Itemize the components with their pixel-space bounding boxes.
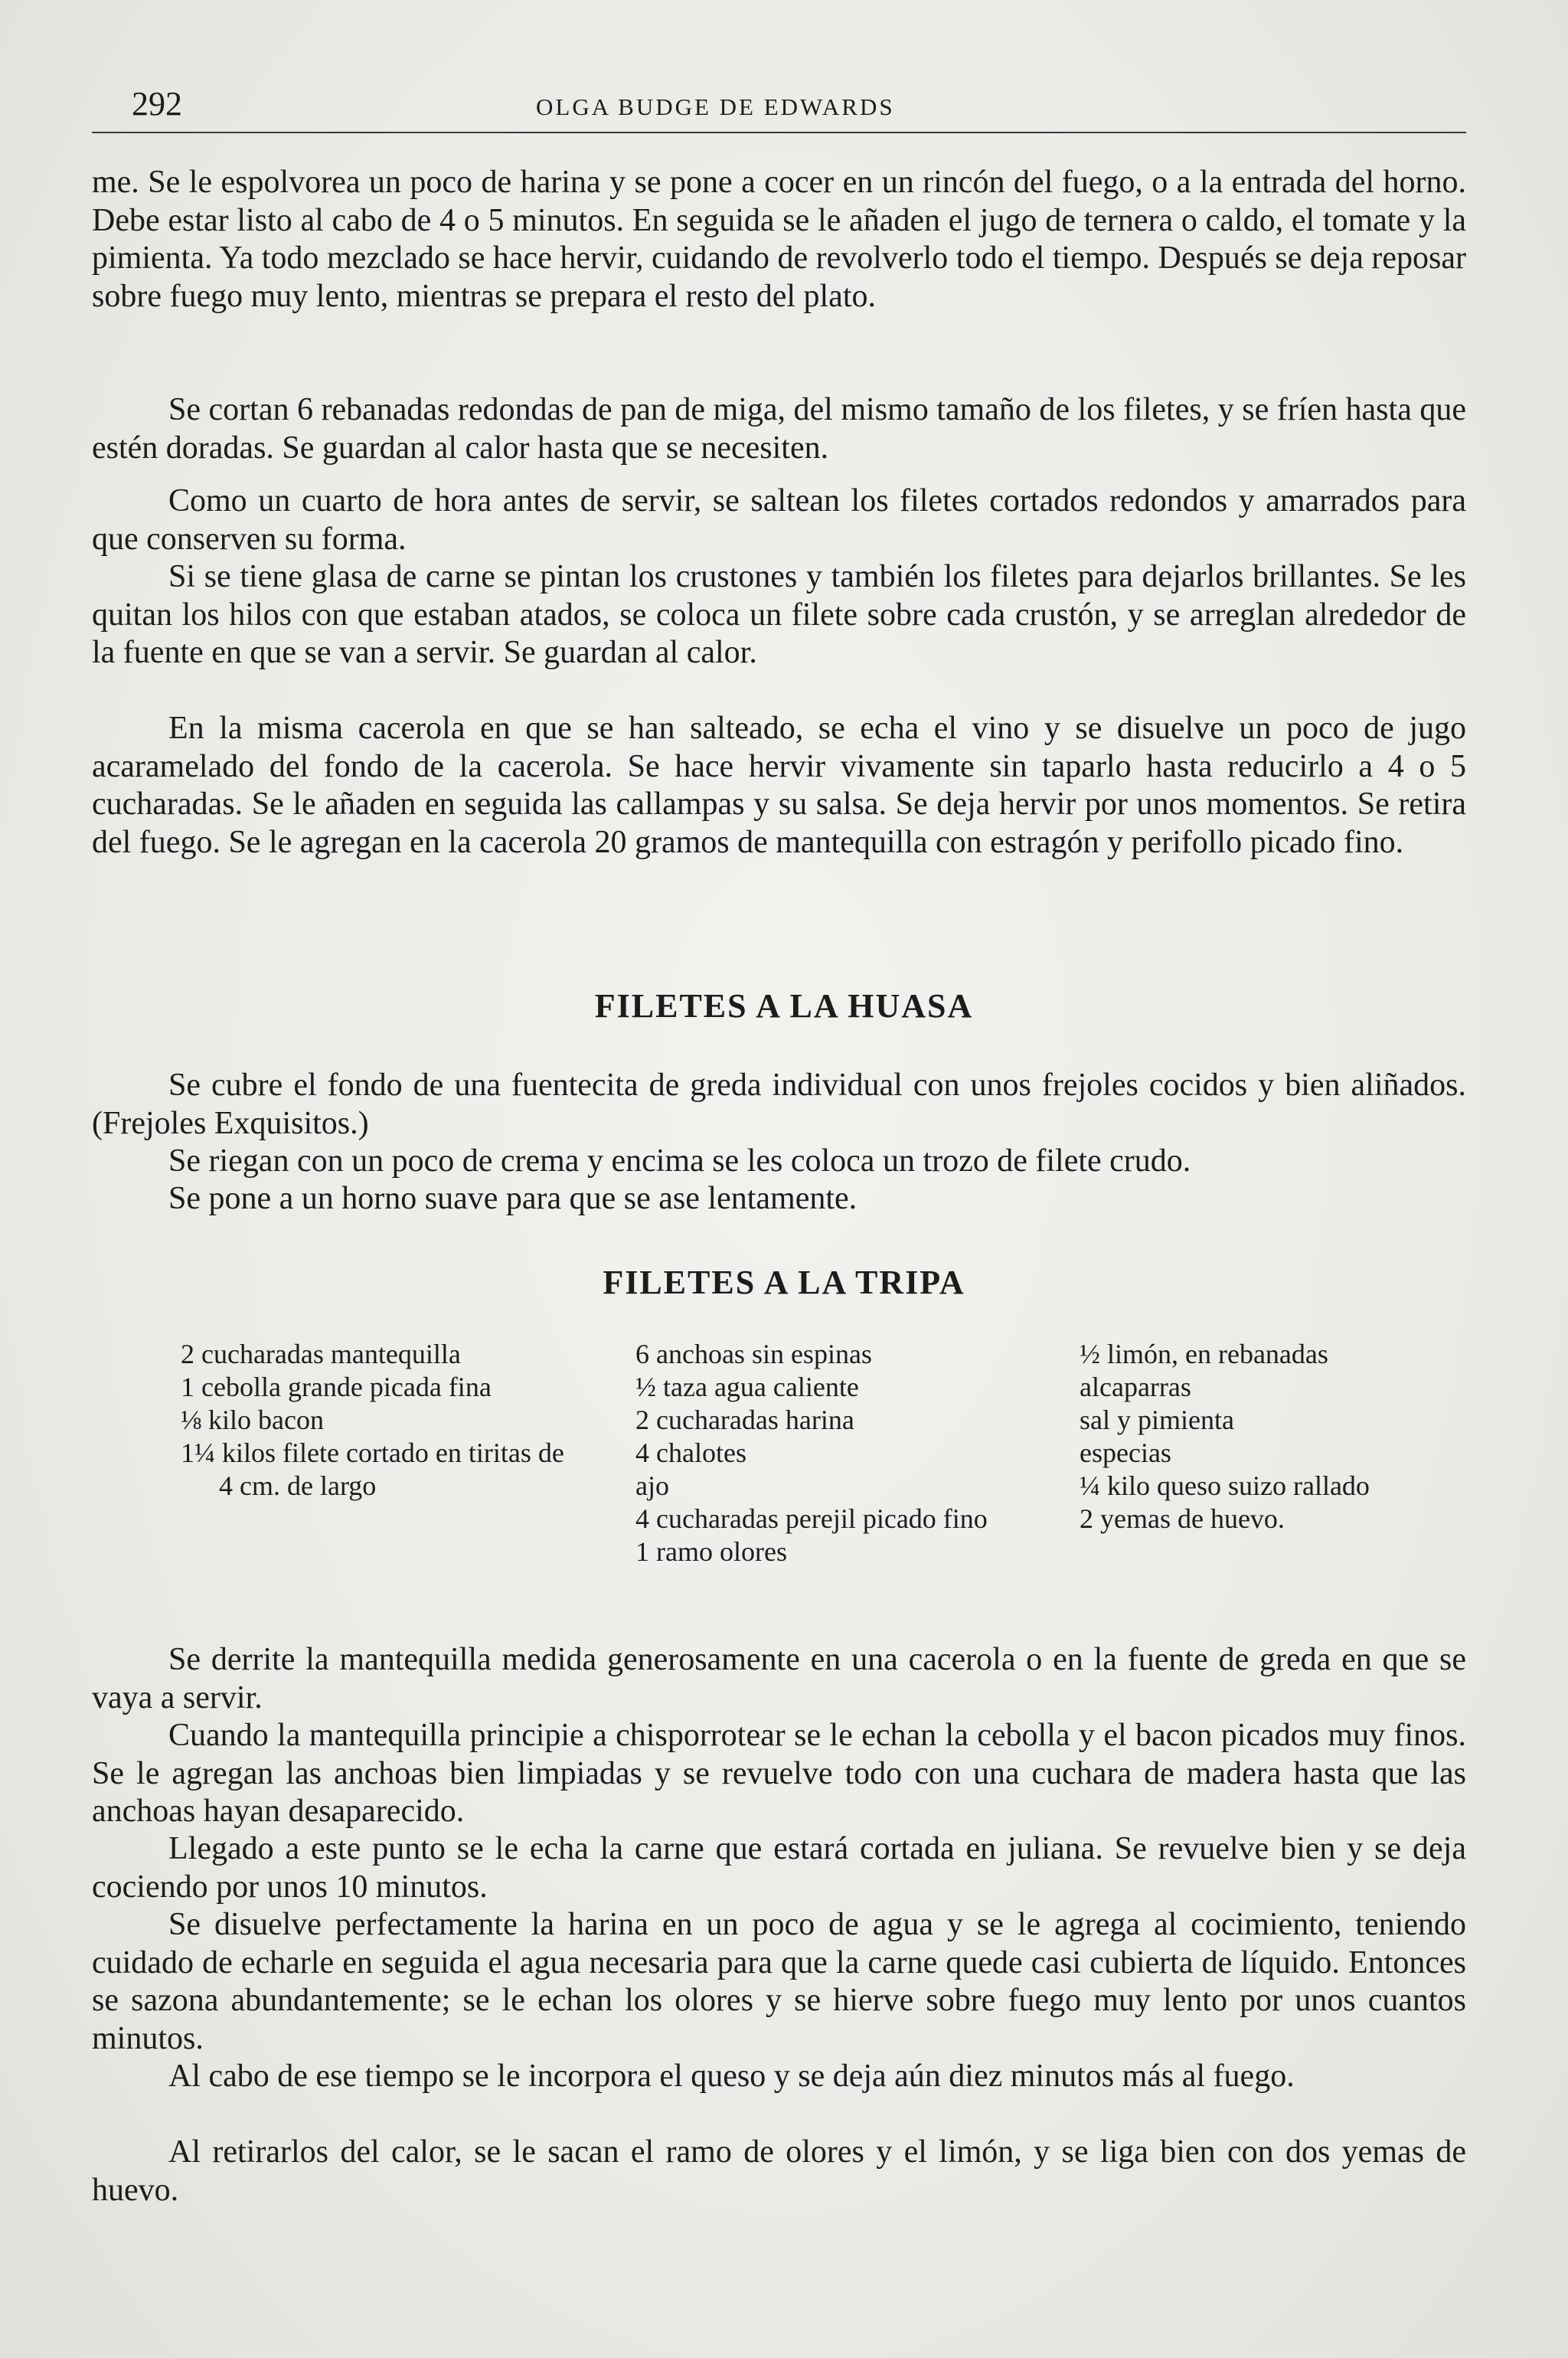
paragraph-tripa-queso: Al cabo de ese tiempo se le incorpora el queso y se deja aún diez minutos más al fuego. xyxy=(168,2059,1295,2094)
ingredient-item: ½ limón, en rebanadas xyxy=(1080,1339,1328,1369)
running-head: OLGA BUDGE DE EDWARDS xyxy=(536,93,895,120)
paragraph-huasa-crema: Se riegan con un poco de crema y encima se les coloca un trozo de filete crudo. xyxy=(168,1143,1191,1179)
ingredient-item: alcaparras xyxy=(1080,1372,1191,1402)
ingredient-item: ⅛ kilo bacon xyxy=(181,1405,324,1435)
paragraph-tripa-harina: Se disuelve perfectamente la harina en un poco de agua y se le agrega al cocimiento, teniendo cuidado de echarle en seguida el agua necesaria para que la carne quede casi cubierta de líquido. Entonces se sazona abundantemente; se le echan los olores y se hierve sobre fuego muy lento por unos cuantos minutos. xyxy=(92,1907,1466,2056)
ingredients-column-2 xyxy=(635,1338,1049,1568)
recipe-title-huasa: FILETES A LA HUASA xyxy=(594,987,974,1025)
paragraph-salsa-vino: En la misma cacerola en que se han salteado, se echa el vino y se disuelve un poco de jugo acaramelado del fondo de la cacerola. Se hace hervir vivamente sin taparlo hasta reducirlo a 4 o 5 cucharadas. Se le añaden en seguida las callampas y su salsa. Se deja hervir por unos momentos. Se retira del fuego. Se le agregan en la cacerola 20 gramos de mantequilla con estragón y perifollo picado fino. xyxy=(92,711,1466,860)
ingredient-item: ajo xyxy=(635,1470,669,1501)
recipe-title-tripa: FILETES A LA TRIPA xyxy=(603,1264,965,1301)
ingredient-item: 1¼ kilos filete cortado en tiritas de 4 cm. de largo xyxy=(181,1437,564,1501)
paragraph-tripa-chisporrotear: Cuando la mantequilla principie a chisporrotear se le echan la cebolla y el bacon picados muy finos. Se le agregan las anchoas bien limpiadas y se revuelve todo con una cuchara de madera hasta que las anchoas hayan desaparecido. xyxy=(92,1718,1466,1829)
ingredient-item: ¼ kilo queso suizo rallado xyxy=(1080,1470,1370,1501)
ingredients-column-1 xyxy=(181,1338,571,1503)
ingredient-item: 2 cucharadas harina xyxy=(635,1405,854,1435)
ingredient-item: 2 yemas de huevo. xyxy=(1080,1503,1285,1534)
ingredient-item: 4 cucharadas perejil picado fino xyxy=(635,1503,988,1534)
paragraph-rebanadas: Se cortan 6 rebanadas redondas de pan de miga, del mismo tamaño de los filetes, y se fríen hasta que estén doradas. Se guardan al calor hasta que se necesiten. xyxy=(92,392,1466,466)
paragraph-saltear-filetes: Como un cuarto de hora antes de servir, se saltean los filetes cortados redondos y amarrados para que conserven su forma. xyxy=(92,483,1466,557)
paragraph-huasa-horno: Se pone a un horno suave para que se ase lentamente. xyxy=(168,1181,858,1216)
ingredient-item: 6 anchoas sin espinas xyxy=(635,1339,872,1369)
paragraph-continuation: me. Se le espolvorea un poco de harina y se pone a cocer en un rincón del fuego, o a la entrada del horno. Debe estar listo al cabo de 4 o 5 minutos. En seguida se le añaden el jugo de ternera o caldo, el tomate y la pimienta. Ya todo mezclado se hace hervir, cuidando de revolverlo todo el tiempo. Después se deja reposar sobre fuego muy lento, mientras se prepara el resto del plato. xyxy=(92,165,1466,314)
ingredient-item: 4 chalotes xyxy=(635,1437,746,1468)
page-number: 292 xyxy=(132,85,182,123)
paragraph-tripa-carne: Llegado a este punto se le echa la carne que estará cortada en juliana. Se revuelve bien y se deja cociendo por unos 10 minutos. xyxy=(92,1831,1466,1905)
ingredients-column-3 xyxy=(1080,1338,1447,1535)
ingredient-item: 1 ramo olores xyxy=(635,1536,787,1567)
ingredient-item: especias xyxy=(1080,1437,1171,1468)
ingredient-item: sal y pimienta xyxy=(1080,1405,1234,1435)
paragraph-huasa-frejoles: Se cubre el fondo de una fuentecita de greda individual con unos frejoles cocidos y bien aliñados. (Frejoles Exquisitos.) xyxy=(92,1068,1466,1141)
ingredient-item: ½ taza agua caliente xyxy=(635,1372,859,1402)
page-header xyxy=(92,77,1466,133)
paragraph-tripa-derretir: Se derrite la mantequilla medida generosamente en una cacerola o en la fuente de greda en que se vaya a servir. xyxy=(92,1642,1466,1715)
paragraph-glasa: Si se tiene glasa de carne se pintan los crustones y también los filetes para dejarlos brillantes. Se les quitan los hilos con que estaban atados, se coloca un filete sobre cada crustón, y se arreglan alrededor de la fuente en que se van a servir. Se guardan al calor. xyxy=(92,559,1466,670)
paragraph-tripa-retirar: Al retirarlos del calor, se le sacan el ramo de olores y el limón, y se liga bien con dos yemas de huevo. xyxy=(92,2134,1466,2208)
ingredient-item: 1 cebolla grande picada fina xyxy=(181,1372,492,1402)
ingredient-item: 2 cucharadas mantequilla xyxy=(181,1339,461,1369)
